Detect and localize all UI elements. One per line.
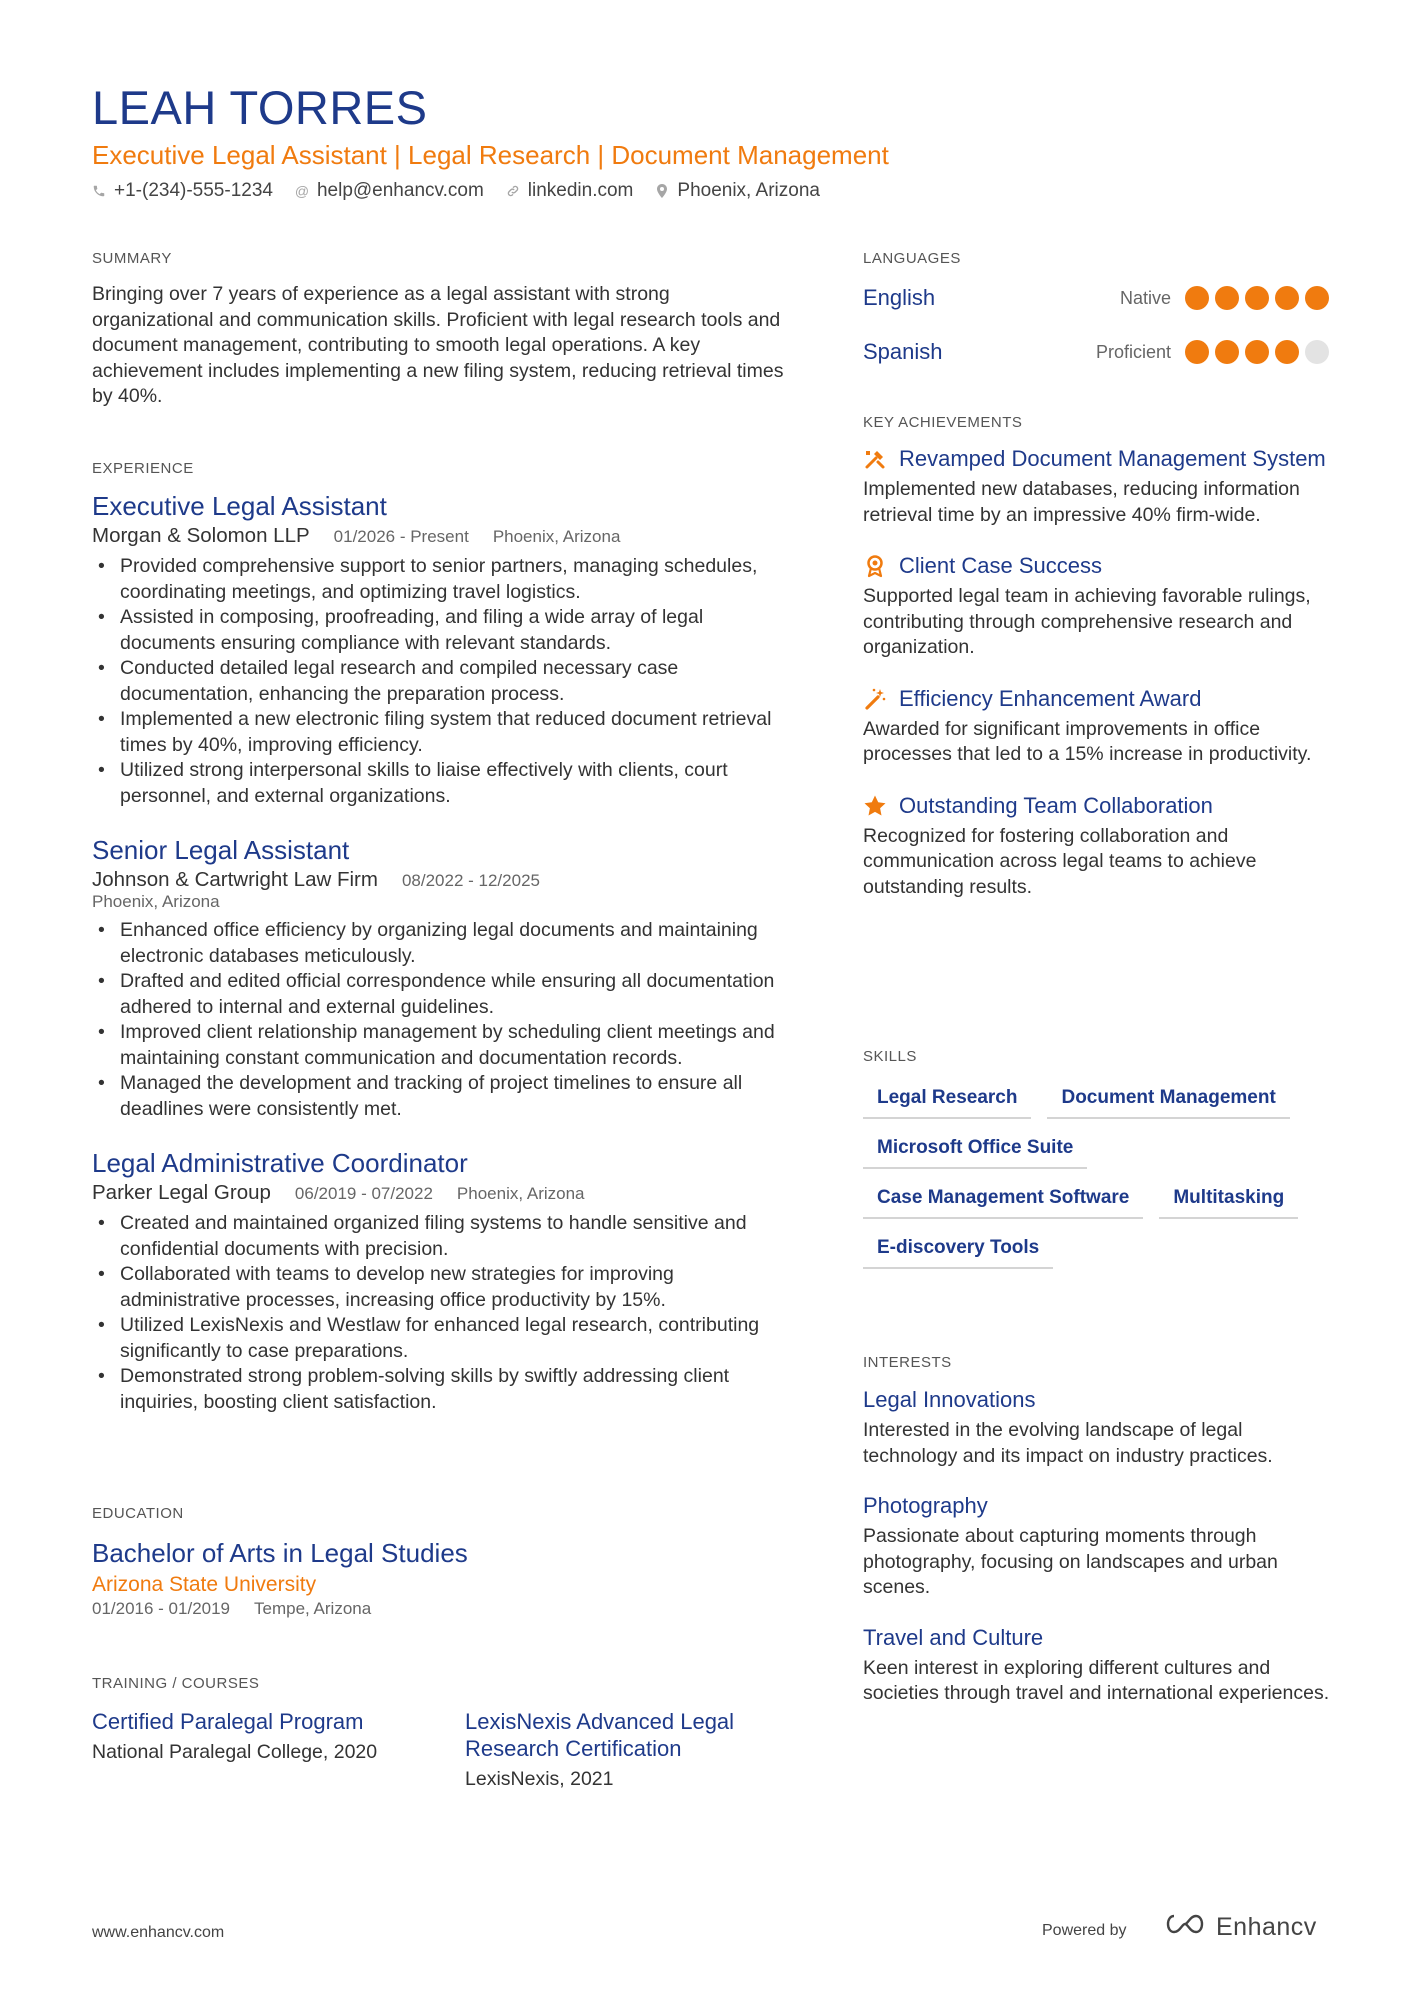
- bullet-item: • Collaborated with teams to develop new strategies for improving administrative processes, increasing office productivity by 15%.: [92, 1262, 792, 1313]
- rating-dot-filled: [1275, 286, 1299, 310]
- achievement-title: Revamped Document Management System: [899, 446, 1326, 471]
- company-name: Johnson & Cartwright Law Firm: [92, 868, 378, 891]
- candidate-name: LEAH TORRES: [92, 81, 428, 134]
- rating-dot-filled: [1275, 340, 1299, 364]
- skills-list: [863, 1087, 1323, 1269]
- powered-by-label: Powered by: [1042, 1922, 1127, 1939]
- magic-wand-icon: [863, 687, 887, 711]
- section-title-interests: INTERESTS: [863, 1354, 952, 1371]
- section-title-education: EDUCATION: [92, 1505, 184, 1522]
- interest-item: [863, 1625, 1333, 1707]
- contact-bar: [92, 180, 820, 202]
- footer-url[interactable]: www.enhancv.com: [92, 1924, 225, 1941]
- section-title-experience: EXPERIENCE: [92, 460, 194, 477]
- section-title-achievements: KEY ACHIEVEMENTS: [863, 414, 1023, 431]
- headline: Executive Legal Assistant | Legal Research | Document Management: [92, 140, 889, 170]
- language-level: Native: [1119, 287, 1171, 308]
- rating-dot-filled: [1185, 286, 1209, 310]
- experience-section: [92, 460, 792, 1415]
- rating-dot-filled: [1215, 340, 1239, 364]
- job-title: Senior Legal Assistant: [92, 835, 350, 865]
- achievement-desc: Implemented new databases, reducing information retrieval time by an impressive 40% firm-wide.: [863, 478, 1300, 526]
- achievement-desc: Supported legal team in achieving favorable rulings, contributing through comprehensive research and organization.: [863, 585, 1311, 658]
- rating-dot-filled: [1245, 340, 1269, 364]
- award-medal-icon: [863, 554, 887, 578]
- job-title: Legal Administrative Coordinator: [92, 1148, 468, 1178]
- achievement-desc: Awarded for significant improvements in office processes that led to a 15% increase in productivity.: [863, 717, 1312, 765]
- job-title: Executive Legal Assistant: [92, 491, 387, 521]
- achievement-item: [863, 685, 1333, 768]
- section-title-summary: SUMMARY: [92, 250, 172, 267]
- contact-linkedin[interactable]: [506, 180, 634, 202]
- achievement-title: Client Case Success: [899, 553, 1102, 578]
- bullet-item: • Created and maintained organized filing systems to handle sensitive and confidential documents with precision.: [92, 1211, 792, 1262]
- job-entry: [92, 491, 792, 809]
- bullet-item: • Provided comprehensive support to senior partners, managing schedules, coordinating meetings, and optimizing travel logistics.: [92, 554, 792, 605]
- education-section: [92, 1505, 792, 1619]
- languages-section: [863, 250, 1333, 367]
- location-pin-icon: [655, 184, 669, 198]
- job-dates: 06/2019 - 07/2022: [294, 1184, 433, 1203]
- language-name: Spanish: [863, 339, 943, 364]
- rating-dot-empty: [1305, 340, 1329, 364]
- job-bullets: [92, 554, 792, 809]
- achievements-section: [863, 414, 1333, 900]
- linkedin-text: linkedin.com: [527, 180, 634, 201]
- interest-item: [863, 1493, 1333, 1601]
- job-location: Phoenix, Arizona: [456, 1184, 585, 1203]
- interest-desc: Keen interest in exploring different cultures and societies through travel and international experiences.: [863, 1656, 1330, 1704]
- interest-title: Photography: [863, 1493, 988, 1518]
- rating-dot-filled: [1215, 286, 1239, 310]
- language-name: English: [863, 285, 936, 310]
- location-text: Phoenix, Arizona: [677, 180, 820, 201]
- interests-section: [863, 1354, 1333, 1707]
- bullet-item: • Improved client relationship management by scheduling client meetings and maintaining constant communication and documentation records.: [92, 1020, 792, 1071]
- contact-phone[interactable]: [92, 180, 273, 202]
- skill-tag: E-discovery Tools: [863, 1237, 1053, 1269]
- star-icon: [863, 794, 887, 818]
- phone-icon: [92, 184, 106, 198]
- bullet-item: • Utilized strong interpersonal skills to liaise effectively with clients, court personnel, and external organizations.: [92, 758, 792, 809]
- section-title-languages: LANGUAGES: [863, 250, 961, 267]
- language-level: Proficient: [1095, 341, 1171, 362]
- rating-dot-filled: [1185, 340, 1209, 364]
- contact-email[interactable]: [295, 180, 484, 202]
- achievement-desc: Recognized for fostering collaboration and communication across legal teams to achieve outstanding results.: [863, 824, 1257, 898]
- rating-dot-filled: [1245, 286, 1269, 310]
- skill-tag: Microsoft Office Suite: [863, 1137, 1087, 1169]
- tools-icon: [863, 447, 887, 471]
- job-location: Phoenix, Arizona: [92, 892, 220, 911]
- course-name: Certified Paralegal Program: [92, 1709, 364, 1734]
- bullet-item: • Drafted and edited official correspondence while ensuring all documentation adhered to internal and external guidelines.: [92, 969, 792, 1020]
- achievement-item: [863, 792, 1333, 901]
- skill-tag: Legal Research: [863, 1087, 1031, 1119]
- job-bullets: [92, 918, 792, 1122]
- infinity-logo-icon: [1162, 1912, 1208, 1943]
- job-dates: 01/2026 - Present: [333, 527, 469, 546]
- achievement-item: [863, 552, 1333, 661]
- skill-tag: Multitasking: [1159, 1187, 1298, 1219]
- bullet-item: • Demonstrated strong problem-solving skills by swiftly addressing client inquiries, boosting client satisfaction.: [92, 1364, 792, 1415]
- education-dates: 01/2016 - 01/2019: [92, 1599, 231, 1618]
- job-dates: 08/2022 - 12/2025: [401, 871, 540, 890]
- link-icon: [506, 184, 520, 198]
- brand-logo[interactable]: [1162, 1912, 1317, 1943]
- bullet-item: • Enhanced office efficiency by organizing legal documents and maintaining electronic databases meticulously.: [92, 918, 792, 969]
- course-item: [92, 1708, 427, 1793]
- achievement-title: Outstanding Team Collaboration: [899, 792, 1213, 818]
- summary-section: [92, 250, 792, 410]
- language-rating: [1185, 340, 1329, 364]
- brand-name: Enhancv: [1216, 1913, 1317, 1941]
- summary-text: Bringing over 7 years of experience as a legal assistant with strong organizational and communication skills. Proficient with legal research tools and document management, contributing to smooth legal operations. A key achievement includes implementing a new filing system, reducing retrieval times by 40%.: [92, 283, 784, 407]
- course-item: [465, 1708, 785, 1793]
- bullet-item: • Implemented a new electronic filing system that reduced document retrieval times by 40%, improving efficiency.: [92, 707, 792, 758]
- interest-title: Legal Innovations: [863, 1387, 1036, 1412]
- bullet-item: • Utilized LexisNexis and Westlaw for enhanced legal research, contributing significantly to case preparations.: [92, 1313, 792, 1364]
- contact-location: [655, 180, 820, 202]
- job-entry: [92, 1148, 792, 1415]
- phone-text: +1-(234)-555-1234: [114, 180, 273, 201]
- interest-item: [863, 1387, 1333, 1469]
- interest-desc: Interested in the evolving landscape of legal technology and its impact on industry practices.: [863, 1419, 1273, 1467]
- bullet-item: • Conducted detailed legal research and compiled necessary case documentation, enhancing the preparation process.: [92, 656, 792, 707]
- job-entry: [92, 835, 792, 1122]
- language-rating: [1185, 286, 1329, 310]
- section-title-skills: SKILLS: [863, 1048, 917, 1065]
- degree-title: Bachelor of Arts in Legal Studies: [92, 1538, 468, 1568]
- course-detail: National Paralegal College, 2020: [92, 1741, 378, 1763]
- course-detail: LexisNexis, 2021: [465, 1768, 614, 1790]
- training-section: [92, 1675, 792, 1793]
- interest-desc: Passionate about capturing moments through photography, focusing on landscapes and urban scenes.: [863, 1525, 1278, 1598]
- at-icon: @: [294, 183, 310, 199]
- rating-dot-filled: [1305, 286, 1329, 310]
- language-row: [863, 337, 1333, 367]
- bullet-item: • Assisted in composing, proofreading, and filing a wide array of legal documents ensuring compliance with relevant standards.: [92, 605, 792, 656]
- school-name: Arizona State University: [92, 1573, 317, 1596]
- bullet-item: • Managed the development and tracking of project timelines to ensure all deadlines were consistently met.: [92, 1071, 792, 1122]
- skill-tag: Document Management: [1047, 1087, 1289, 1119]
- company-name: Morgan & Solomon LLP: [92, 524, 310, 547]
- course-name: LexisNexis Advanced Legal Research Certification: [465, 1709, 735, 1761]
- job-location: Phoenix, Arizona: [492, 527, 621, 546]
- job-bullets: [92, 1211, 792, 1415]
- education-location: Tempe, Arizona: [254, 1599, 372, 1618]
- skills-section: [863, 1048, 1333, 1269]
- achievement-title: Efficiency Enhancement Award: [899, 685, 1202, 711]
- achievement-item: [863, 445, 1333, 528]
- language-row: [863, 283, 1333, 313]
- section-title-training: TRAINING / COURSES: [92, 1675, 260, 1692]
- skill-tag: Case Management Software: [863, 1187, 1143, 1219]
- email-text: help@enhancv.com: [316, 180, 484, 201]
- company-name: Parker Legal Group: [92, 1181, 271, 1204]
- interest-title: Travel and Culture: [863, 1624, 1044, 1650]
